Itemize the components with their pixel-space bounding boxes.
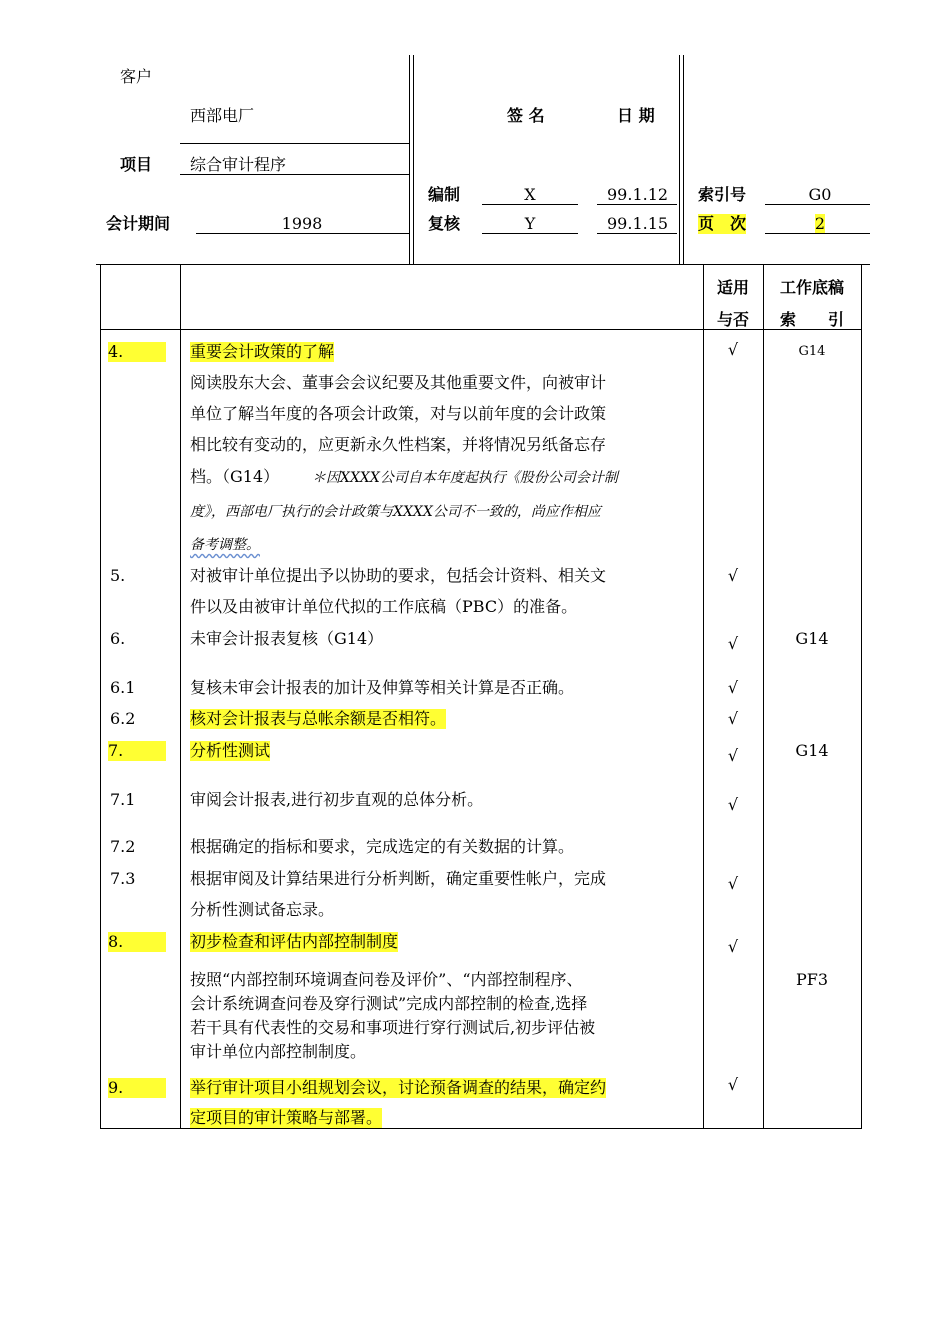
check-mark: √ [727, 340, 739, 359]
project-value: 综合审计程序 [190, 155, 287, 174]
table-border [100, 264, 101, 1129]
row-text: 复核未审会计报表的加计及伸算等相关计算是否正确。 [190, 678, 575, 697]
row-text: 按照“内部控制环境调查问卷及评价”、“内部控制程序、 [190, 970, 583, 989]
prepared-date: 99.1.12 [607, 185, 669, 204]
row-text: 举行审计项目小组规划会议，讨论预备调查的结果，确定约 [190, 1078, 607, 1097]
row-number: 4. [108, 342, 166, 362]
row-title: 重要会计政策的了解 [190, 342, 335, 361]
col-applicable-header: 与否 [716, 310, 749, 329]
row-text: 件以及由被审计单位代拟的工作底稿（PBC）的准备。 [190, 597, 578, 616]
table-border [180, 264, 181, 1129]
table-border [861, 264, 862, 1129]
row-number: 7.3 [110, 869, 136, 888]
row-text: 分析性测试备忘录。 [190, 900, 335, 919]
reviewed-date-underline [597, 233, 677, 234]
check-mark: √ [727, 746, 739, 765]
reviewed-date: 99.1.15 [607, 214, 669, 233]
row-number: 7.2 [110, 837, 136, 856]
row-text: 根据确定的指标和要求，完成选定的有关数据的计算。 [190, 837, 575, 856]
handwritten-note: ＊因XXXX公司自本年度起执行《股份公司会计制 [312, 470, 618, 486]
period-label: 会计期间 [106, 214, 171, 233]
handwritten-note: 备考调整。 [190, 537, 260, 553]
page-label: 页 次 [698, 214, 747, 233]
row-text: 若干具有代表性的交易和事项进行穿行测试后,初步评估被 [190, 1018, 596, 1037]
check-mark: √ [727, 795, 739, 814]
table-bottom-border [100, 1128, 862, 1129]
prepared-by: X [524, 185, 536, 204]
row-text: 档。（G14） [190, 467, 280, 486]
reviewed-label: 复核 [428, 214, 461, 233]
client-value: 西部电厂 [190, 106, 255, 125]
check-mark: √ [727, 566, 739, 585]
workpaper-ref: G14 [795, 741, 829, 760]
row-number: 6.1 [110, 678, 136, 697]
period-underline [196, 233, 410, 234]
row-number: 7. [108, 741, 166, 761]
index-value: G0 [808, 185, 832, 204]
reviewed-by-underline [482, 233, 578, 234]
header-divider [683, 55, 684, 265]
row-text: 根据审阅及计算结果进行分析判断，确定重要性帐户，完成 [190, 869, 607, 888]
check-mark: √ [727, 874, 739, 893]
table-top-border [96, 264, 870, 265]
row-text: 对被审计单位提出予以协助的要求，包括会计资料、相关文 [190, 566, 607, 585]
row-text: 相比较有变动的，应更新永久性档案，并将情况另纸备忘存 [190, 435, 607, 454]
row-text: 定项目的审计策略与部署。 [190, 1108, 383, 1127]
row-number: 5. [110, 566, 126, 585]
client-underline [180, 143, 410, 144]
index-label: 索引号 [698, 185, 747, 204]
date-label: 日 期 [617, 106, 655, 125]
page-value-wrap [770, 214, 870, 234]
client-label: 客户 [120, 67, 153, 86]
row-text: 单位了解当年度的各项会计政策，对与以前年度的会计政策 [190, 404, 607, 423]
workpaper-ref: G14 [795, 629, 829, 648]
check-mark: √ [727, 1075, 739, 1094]
workpaper-ref: G14 [798, 344, 826, 359]
prepared-by-underline [482, 204, 578, 205]
page-underline [765, 233, 870, 234]
row-text: 分析性测试 [190, 741, 271, 760]
index-underline [765, 204, 870, 205]
period-value: 1998 [281, 214, 323, 233]
row-text: 核对会计报表与总帐余额是否相符。 [190, 709, 447, 728]
workpaper-ref: PF3 [795, 970, 829, 989]
row-text: 审阅会计报表,进行初步直观的总体分析。 [190, 790, 484, 809]
page-value: 2 [814, 214, 826, 233]
header-divider [409, 55, 410, 265]
row-text: 审计单位内部控制制度。 [190, 1042, 367, 1061]
col-applicable-header: 适用 [716, 278, 749, 297]
row-number: 8. [108, 932, 166, 952]
row-number: 7.1 [110, 790, 136, 809]
header-divider [679, 55, 680, 265]
sign-label: 签 名 [507, 106, 545, 125]
col-ref-header: 工作底稿 [779, 278, 844, 297]
check-mark: √ [727, 634, 739, 653]
header-divider [413, 55, 414, 265]
check-mark: √ [727, 678, 739, 697]
project-label: 项目 [120, 155, 153, 174]
row-text: 阅读股东大会、董事会会议纪要及其他重要文件，向被审计 [190, 373, 607, 392]
row-text: 未审会计报表复核（G14） [190, 629, 384, 648]
project-underline [180, 174, 410, 175]
check-mark: √ [727, 937, 739, 956]
prepared-label: 编制 [428, 185, 461, 204]
row-number: 6. [110, 629, 126, 648]
row-number: 9. [108, 1078, 166, 1098]
reviewed-by: Y [524, 214, 536, 233]
table-border [763, 264, 764, 1129]
row-text: 会计系统调查问卷及穿行测试”完成内部控制的检查,选择 [190, 994, 588, 1013]
prepared-date-underline [597, 204, 677, 205]
handwritten-note: 度》，西部电厂执行的会计政策与XXXX公司不一致的，尚应作相应 [190, 504, 601, 520]
row-number: 6.2 [110, 709, 136, 728]
col-ref-header: 索 引 [779, 310, 844, 329]
check-mark: √ [727, 709, 739, 728]
row-text: 初步检查和评估内部控制制度 [190, 932, 399, 951]
